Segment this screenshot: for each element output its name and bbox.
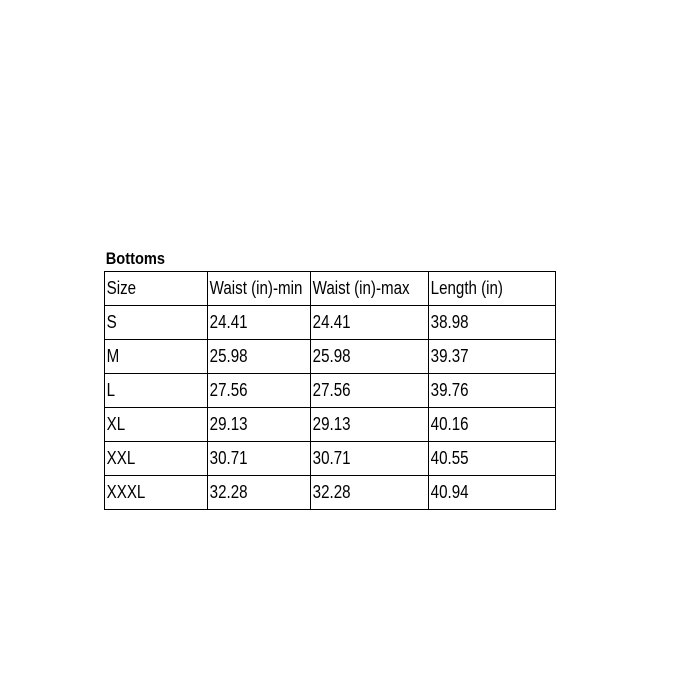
size-value: XL	[106, 414, 126, 434]
header-cell	[311, 272, 429, 306]
waist-min-value: 24.41	[209, 312, 248, 332]
header-waist-max-label: Waist (in)-max	[312, 278, 410, 298]
chart-title: Bottoms	[105, 249, 166, 268]
table-cell	[429, 306, 556, 340]
waist-min-value: 29.13	[209, 414, 248, 434]
table-cell	[208, 306, 311, 340]
table-cell	[429, 442, 556, 476]
table-header-row	[105, 272, 556, 306]
table-row	[105, 340, 556, 374]
length-value: 40.55	[430, 448, 469, 468]
waist-max-value: 30.71	[312, 448, 351, 468]
size-value: S	[106, 312, 117, 332]
table-cell	[429, 374, 556, 408]
table-cell	[105, 306, 208, 340]
size-value: XXL	[106, 448, 136, 468]
header-cell	[208, 272, 311, 306]
table-cell	[429, 476, 556, 510]
table-cell	[311, 476, 429, 510]
length-value: 40.16	[430, 414, 469, 434]
waist-max-value: 27.56	[312, 380, 351, 400]
table-cell	[105, 340, 208, 374]
table-row	[105, 408, 556, 442]
table-cell	[105, 408, 208, 442]
table-cell	[105, 476, 208, 510]
waist-min-value: 30.71	[209, 448, 248, 468]
header-cell	[105, 272, 208, 306]
size-value: M	[106, 346, 120, 366]
table-row	[105, 442, 556, 476]
table-row	[105, 306, 556, 340]
waist-max-value: 29.13	[312, 414, 351, 434]
waist-min-value: 25.98	[209, 346, 248, 366]
table-cell	[311, 408, 429, 442]
table-cell	[105, 374, 208, 408]
length-value: 39.37	[430, 346, 469, 366]
table-cell	[208, 476, 311, 510]
table-cell	[311, 340, 429, 374]
waist-max-value: 25.98	[312, 346, 351, 366]
header-length-label: Length (in)	[430, 278, 503, 298]
length-value: 38.98	[430, 312, 469, 332]
table-cell	[311, 306, 429, 340]
length-value: 39.76	[430, 380, 469, 400]
table-cell	[208, 340, 311, 374]
size-value: XXXL	[106, 482, 146, 502]
waist-min-value: 27.56	[209, 380, 248, 400]
table-cell	[208, 374, 311, 408]
table-cell	[208, 408, 311, 442]
table-cell	[105, 442, 208, 476]
table-cell	[311, 374, 429, 408]
waist-max-value: 24.41	[312, 312, 351, 332]
size-value: L	[106, 380, 116, 400]
table-cell	[429, 340, 556, 374]
waist-max-value: 32.28	[312, 482, 351, 502]
table-cell	[208, 442, 311, 476]
table-cell	[429, 408, 556, 442]
header-cell	[429, 272, 556, 306]
header-waist-min-label: Waist (in)-min	[209, 278, 303, 298]
length-value: 40.94	[430, 482, 469, 502]
size-chart	[104, 249, 556, 510]
table-row	[105, 374, 556, 408]
size-table	[104, 271, 556, 510]
waist-min-value: 32.28	[209, 482, 248, 502]
header-size-label: Size	[106, 278, 137, 298]
table-row	[105, 476, 556, 510]
table-cell	[311, 442, 429, 476]
